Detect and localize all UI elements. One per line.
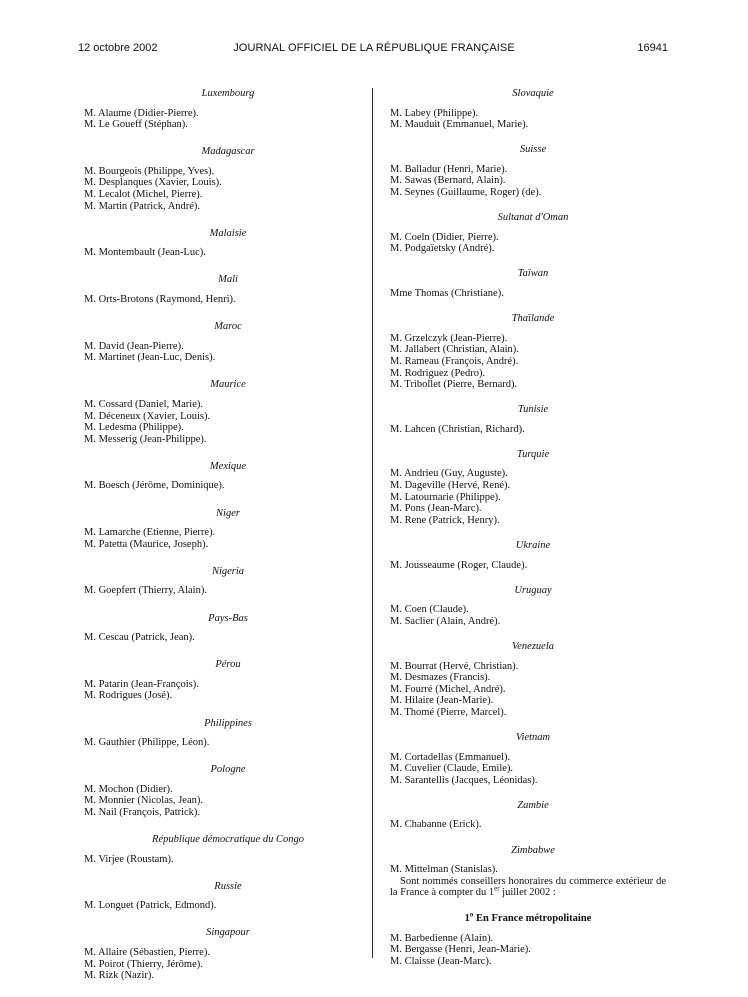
country-heading: Pays-Bas [208,612,248,624]
name-list [84,480,356,492]
section-number: 1 [464,912,470,924]
section-heading [390,910,666,925]
name-entry: M. Martinet (Jean-Luc, Denis). [84,352,216,364]
country-heading: Slovaquie [512,88,554,99]
name-entry: M. Lecalot (Michel, Pierre). [84,189,203,201]
name-entry: M. Saclier (Alain, André). [390,615,501,627]
country-group [84,461,356,492]
name-list [84,585,356,597]
country-heading: Venezuela [512,640,554,652]
name-list [84,854,356,866]
name-entry: M. Cossard (Daniel, Marie). [84,399,203,410]
country-group [390,212,666,255]
name-entry: M. Lahcen (Christian, Richard). [390,423,525,435]
name-entry: M. Déceneux (Xavier, Louis). [84,410,211,422]
name-entry: M. Coen (Claude). [390,604,469,616]
name-entry: M. Orts-Brotons (Raymond, Henri). [84,294,236,306]
name-list [84,294,356,306]
country-heading: Vietnam [515,731,551,743]
country-group [84,321,356,364]
paragraph-text: Sont nommés conseillers honoraires du commerce extérieur de la France à compter du 1 [390,875,666,899]
name-entry: M. Cescau (Patrick, Jean). [84,632,195,644]
name-entry: M. Desmazes (Francis). [390,672,491,684]
name-entry: M. Monnier (Nicolas, Jean). [84,795,203,807]
name-entry: M. Andrieu (Guy, Auguste). [390,468,508,480]
country-group [84,613,356,644]
name-entry: M. Mochon (Didier). [84,783,173,795]
country-group [84,718,356,749]
name-entry: M. Latournarie (Philippe). [390,491,501,503]
name-entry: M. Grzelczyk (Jean-Pierre). [390,332,508,344]
country-heading: Sultanat d'Oman [497,212,569,224]
name-list [84,737,356,749]
name-list [84,399,356,445]
country-group [390,144,666,198]
name-list [84,784,356,819]
name-list [84,679,356,702]
name-list [84,166,356,212]
country-heading: Singapour [206,927,250,939]
name-entry: M. Rene (Patrick, Henry). [390,514,500,526]
name-entry: M. Ledesma (Philippe). [84,422,184,434]
country-group [84,88,356,131]
journal-title: JOURNAL OFFICIEL DE LA RÉPUBLIQUE FRANÇAISE [233,42,515,54]
name-entry: M. Mittelman (Stanislas). [390,864,498,876]
ordinal-superscript: er [494,884,500,893]
country-group [84,764,356,818]
name-entry: M. Boesch (Jérôme, Dominique). [84,480,225,492]
page-number: 16941 [637,42,668,54]
name-list [84,108,356,131]
name-entry: M. Rodriguez (Pedro). [390,367,486,379]
name-entry: M. Gauthier (Philippe, Léon). [84,737,210,749]
name-entry: M. Allaire (Sébastien, Pierre). [84,947,210,959]
name-list [390,288,666,300]
name-entry: M. Desplanques (Xavier, Louis). [84,177,222,189]
paragraph-text-end: juillet 2002 : [499,887,556,899]
name-entry: Mme Thomas (Christiane). [390,288,504,300]
name-entry: M. Dageville (Hervé, René). [390,480,511,492]
country-heading: Madagascar [201,146,255,158]
country-group [390,845,666,876]
name-list [390,661,666,719]
name-entry: M. Jallabert (Christian, Alain). [390,344,519,356]
name-entry: M. Claisse (Jean-Marc). [390,955,492,967]
name-entry: M. Martin (Patrick, André). [84,200,201,212]
name-list [84,900,356,912]
country-group [84,881,356,912]
name-entry: M. Virjee (Roustam). [84,853,174,865]
name-entry: M. Rodrigues (José). [84,690,173,702]
country-group [390,732,666,786]
country-group [84,659,356,702]
country-group [84,379,356,445]
name-entry: M. Alaume (Didier-Pierre). [84,107,199,119]
name-entry: M. David (Jean-Pierre). [84,340,184,352]
country-heading: Niger [216,507,240,519]
name-entry: M. Goepfert (Thierry, Alain). [84,585,207,597]
country-heading: Luxembourg [201,88,255,99]
name-list [390,468,666,526]
name-list [84,341,356,364]
name-list [84,632,356,644]
country-heading: Philippines [204,717,252,729]
name-entry: M. Podgaïetsky (André). [390,243,495,255]
section-number-superscript: o [469,910,474,919]
name-entry: M. Jousseaume (Roger, Claude). [390,559,528,571]
name-entry: M. Le Goueff (Stéphan). [84,119,188,131]
country-heading: Maurice [210,379,246,391]
name-entry: M. Hilaire (Jean-Marie). [390,695,494,707]
name-entry: M. Mauduit (Emmanuel, Marie). [390,119,529,131]
name-entry: M. Longuet (Patrick, Edmond). [84,900,217,912]
name-entry: M. Rizk (Nazir). [84,970,154,982]
name-entry: M. Coeln (Didier, Pierre). [390,231,499,243]
name-entry: M. Balladur (Henri, Marie). [390,163,508,175]
name-entry: M. Patarin (Jean-François). [84,678,199,690]
name-list [390,164,666,199]
country-heading: Uruguay [514,584,552,596]
country-heading: Zimbabwe [511,844,555,856]
issue-date: 12 octobre 2002 [78,42,158,54]
name-entry: M. Seynes (Guillaume, Roger) (de). [390,187,542,199]
name-list [390,560,666,572]
country-heading: Malaisie [209,227,247,239]
name-list [390,604,666,627]
country-heading: Pologne [210,764,246,776]
name-entry: M. Bergasse (Henri, Jean-Marie). [390,944,531,956]
country-group [390,313,666,391]
country-heading: Turquie [516,448,550,460]
right-column [390,88,666,967]
country-group [84,927,356,981]
country-group [390,88,666,131]
country-heading: République démocratique du Congo [152,834,304,846]
name-entry: M. Patetta (Maurice, Joseph). [84,538,209,550]
name-entry: M. Barbedienne (Alain). [390,932,494,944]
name-entry: M. Chabanne (Erick). [390,819,482,831]
country-group [84,834,356,865]
left-column [84,88,356,997]
name-entry: M. Pons (Jean-Marc). [390,503,482,515]
name-list [390,232,666,255]
name-list [84,527,356,550]
country-group [390,540,666,571]
section-name-list [390,933,666,968]
name-entry: M. Sawas (Bernard, Alain). [390,175,506,187]
country-heading: Ukraine [515,539,551,551]
country-group [84,508,356,551]
country-heading: Zambie [517,799,549,811]
name-entry: M. Bourgeois (Philippe, Yves). [84,165,215,177]
name-entry: M. Cuvelier (Claude, Emile). [390,763,514,775]
country-heading: Pérou [215,659,241,671]
country-group [390,641,666,719]
name-list [84,247,356,259]
name-entry: M. Rameau (François, André). [390,355,519,367]
name-entry: M. Lamarche (Etienne, Pierre). [84,527,216,539]
country-heading: Mali [218,274,238,286]
name-entry: M. Bourrat (Hervé, Christian). [390,660,519,672]
country-heading: Taïwan [517,268,549,280]
name-entry: M. Tribollet (Pierre, Bernard). [390,379,518,391]
country-group [390,404,666,435]
name-list [390,752,666,787]
country-group [390,800,666,831]
country-heading: Maroc [214,321,242,333]
name-list [390,108,666,131]
name-entry: M. Fourré (Michel, André). [390,683,506,695]
section-title: En France métropolitaine [473,912,592,924]
country-group [390,585,666,628]
country-heading: Suisse [519,144,547,156]
name-entry: M. Sarantellis (Jacques, Léonidas). [390,774,538,786]
country-heading: Mexique [209,460,247,472]
name-list [390,819,666,831]
column-divider [372,88,373,958]
name-entry: M. Labey (Philippe). [390,107,479,119]
name-list [84,947,356,982]
country-heading: Nigeria [211,565,245,577]
name-entry: M. Messerig (Jean-Philippe). [84,433,207,445]
country-group [390,268,666,299]
name-list [390,864,666,876]
name-entry: M. Nail (François, Patrick). [84,806,201,818]
name-list [390,333,666,391]
appointment-paragraph [390,876,666,899]
name-list [390,424,666,436]
country-group [84,274,356,305]
name-entry: M. Montembault (Jean-Luc). [84,247,206,259]
country-group [84,566,356,597]
country-heading: Thaïlande [511,313,555,325]
country-heading: Tunisie [517,404,549,416]
country-group [84,146,356,212]
country-heading: Russie [214,880,242,892]
country-group [84,228,356,259]
country-group [390,449,666,527]
name-entry: M. Cortadellas (Emmanuel). [390,751,511,763]
name-entry: M. Poirot (Thierry, Jérôme). [84,958,203,970]
name-entry: M. Thomé (Pierre, Marcel). [390,706,507,718]
